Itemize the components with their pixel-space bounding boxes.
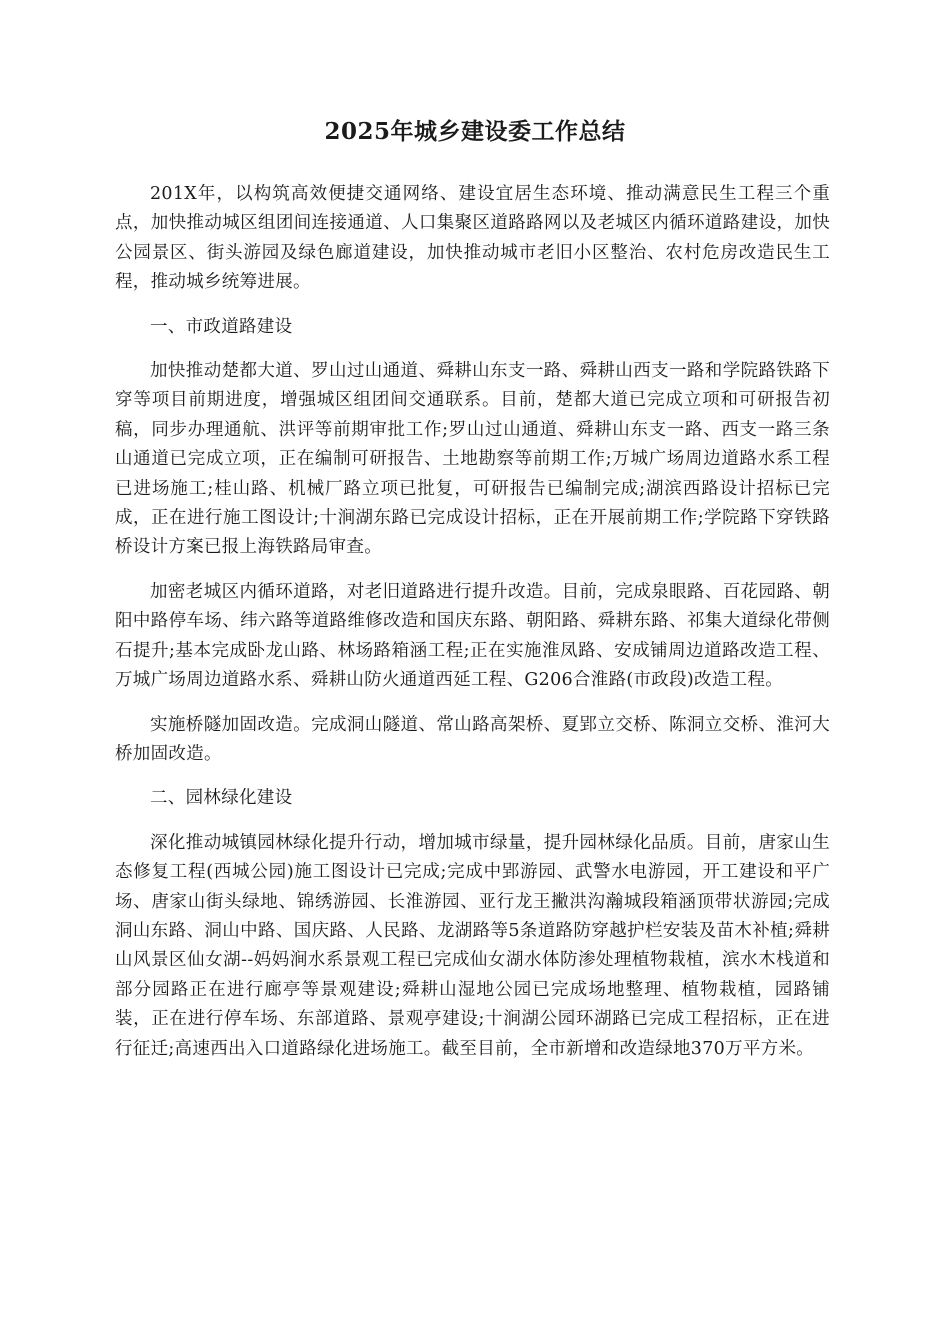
document-title: 2025年城乡建设委工作总结 xyxy=(324,118,626,145)
section-heading-municipal-roads: 一、市政道路建设 xyxy=(150,316,293,337)
intro-paragraph: 201X年，以构筑高效便捷交通网络、建设宜居生态环境、推动满意民生工程三个重点，加快推动城区组团间连接通道、人口集聚区道路路网以及老城区内循环道路建设，加快公园景区、街头游园及绿色廊道建设，加快推动城市老旧小区整治、农村危房改造民生工程，推动城乡统筹进展。 xyxy=(115,184,830,293)
document-body xyxy=(115,180,830,1079)
roads-paragraph-inner-loop: 加密老城区内循环道路，对老旧道路进行提升改造。目前，完成泉眼路、百花园路、朝阳中路停车场、纬六路等道路维修改造和国庆东路、朝阳路、舜耕东路、祁集大道绿化带侧石提升;基本完成卧龙山路、林场路箱涵工程;正在实施淮凤路、安成铺周边道路改造工程、万城广场周边道路水系、舜耕山防火通道西延工程、G206合淮路(市政段)改造工程。 xyxy=(115,581,830,691)
landscaping-paragraph: 深化推动城镇园林绿化提升行动，增加城市绿量，提升园林绿化品质。目前，唐家山生态修复工程(西城公园)施工图设计已完成;完成中郢游园、武警水电游园，开工建设和平广场、唐家山街头绿地、锦绣游园、长淮游园、亚行龙王撇洪沟瀚城段箱涵顶带状游园;完成洞山东路、洞山中路、国庆路、人民路、龙湖路等5条道路防穿越护栏安装及苗木补植;舜耕山风景区仙女湖--妈妈涧水系景观工程已完成仙女湖水体防渗处理植物栽植，滨水木栈道和部分园路正在进行廊亭等景观建设;舜耕山湿地公园已完成场地整理、植物栽植，园路铺装，正在进行停车场、东部道路、景观亭建设;十涧湖公园环湖路已完成工程招标，正在进行征迁;高速西出入口道路绿化进场施工。截至目前，全市新增和改造绿地370万平方米。 xyxy=(115,832,830,1059)
roads-paragraph-bridges: 实施桥隧加固改造。完成洞山隧道、常山路高架桥、夏郢立交桥、陈洞立交桥、淮河大桥加固改造。 xyxy=(115,714,830,764)
roads-paragraph-projects: 加快推动楚都大道、罗山过山通道、舜耕山东支一路、舜耕山西支一路和学院路铁路下穿等项目前期进度，增强城区组团间交通联系。目前，楚都大道已完成立项和可研报告初稿，同步办理通航、洪评等前期审批工作;罗山过山通道、舜耕山东支一路、西支一路三条山通道已完成立项，正在编制可研报告、土地勘察等前期工作;万城广场周边道路水系工程已进场施工;桂山路、机械厂路立项已批复，可研报告已编制完成;湖滨西路设计招标已完成，正在进行施工图设计;十涧湖东路已完成设计招标，正在开展前期工作;学院路下穿铁路桥设计方案已报上海铁路局审查。 xyxy=(115,361,830,558)
section-heading-landscaping: 二、园林绿化建设 xyxy=(150,788,293,809)
